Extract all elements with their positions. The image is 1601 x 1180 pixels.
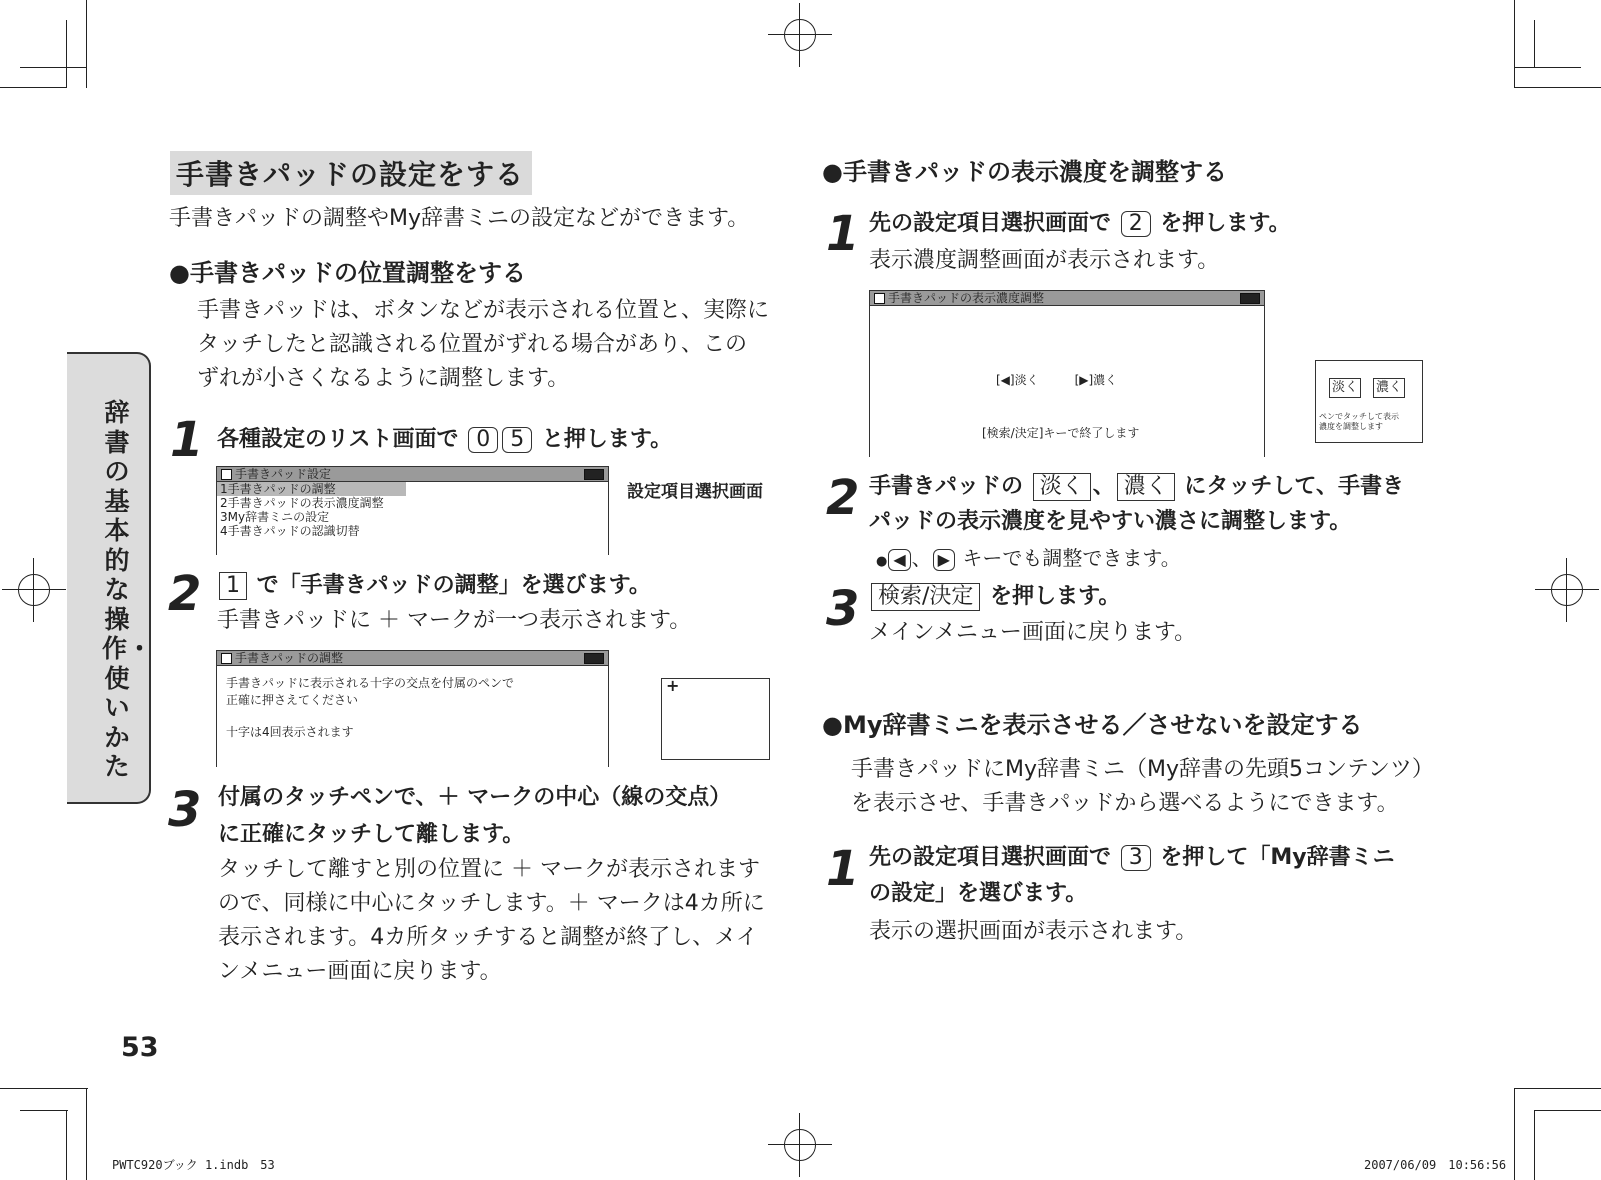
step-text: に正確にタッチして離します。 xyxy=(218,822,525,847)
step-number: 2 xyxy=(826,470,860,526)
file-info: PWTC920ブック 1.indb 53 xyxy=(112,1158,275,1172)
side-tab-label: 辞書の基本的な操作・使いかた xyxy=(102,398,153,781)
window-icon xyxy=(221,653,232,664)
registration-mark xyxy=(768,3,832,67)
step-text-pre: 先の設定項目選択画面で xyxy=(869,845,1112,870)
step-text xyxy=(217,423,672,457)
window-icon xyxy=(221,469,232,480)
bullet: ● xyxy=(876,554,888,569)
registration-mark xyxy=(2,558,66,622)
right-arrow-key-icon: ▶ xyxy=(933,549,955,571)
step-number: 1 xyxy=(826,841,860,897)
step-text xyxy=(869,207,1291,241)
crop-mark xyxy=(1514,1088,1601,1089)
bullet-line xyxy=(876,544,1181,576)
step-sub: ので、同様に中心にタッチします。＋ マークは4カ所に xyxy=(218,891,765,916)
calibration-screen xyxy=(216,650,609,767)
pad-caption: ペンでタッチして表示 xyxy=(1319,412,1399,421)
section-heading: ●手書きパッドの位置調整をする xyxy=(169,259,526,287)
density-pad xyxy=(1315,360,1423,443)
battery-icon xyxy=(1240,293,1260,304)
crop-mark xyxy=(1514,1088,1515,1180)
handwriting-pad[interactable] xyxy=(661,678,770,760)
section-heading: ●My辞書ミニを表示させる／させないを設定する xyxy=(822,711,1363,739)
search-enter-key: 検索/決定 xyxy=(871,583,980,611)
screen-title: 手書きパッドの表示濃度調整 xyxy=(888,291,1045,305)
desc-line: タッチしたと認識される位置がずれる場合があり、この xyxy=(197,332,748,357)
crop-mark xyxy=(1514,67,1581,68)
timestamp: 2007/06/09 10:56:56 xyxy=(1364,1158,1507,1172)
step-text-pre: 手書きパッドの xyxy=(869,474,1024,499)
registration-mark xyxy=(768,1113,832,1177)
step-text-pre: 先の設定項目選択画面で xyxy=(869,211,1112,236)
step-sub: タッチして離すと別の位置に ＋ マークが表示されます xyxy=(218,857,760,882)
battery-icon xyxy=(584,653,604,664)
crop-mark xyxy=(1534,1110,1535,1180)
desc-line: 手書きパッドにMy辞書ミニ（My辞書の先頭5コンテンツ） xyxy=(851,757,1434,782)
bullet-text: キーでも調整できます。 xyxy=(962,546,1181,570)
page-title: 手書きパッドの設定をする xyxy=(170,151,532,195)
step-number: 3 xyxy=(826,581,860,637)
screen-line: 正確に押さえてください xyxy=(226,693,359,707)
crop-mark xyxy=(1514,87,1601,88)
settings-screen xyxy=(216,466,609,555)
screen-title: 手書きパッドの調整 xyxy=(235,651,344,665)
density-controls: [◀]淡く [▶]濃く xyxy=(996,373,1118,387)
step-text xyxy=(869,580,1120,614)
key-1: 1 xyxy=(219,572,247,600)
crop-mark xyxy=(66,1110,67,1180)
separator: 、 xyxy=(911,546,932,570)
key-3: 3 xyxy=(1121,845,1151,871)
crop-mark xyxy=(1534,20,1535,68)
step-text-pre: 各種設定のリスト画面で xyxy=(217,427,459,452)
page-number: 53 xyxy=(121,1032,159,1063)
screen-titlebar xyxy=(217,467,608,482)
menu-item: 2手書きパッドの表示濃度調整 xyxy=(220,496,384,510)
pad-caption: 濃度を調整します xyxy=(1319,422,1383,431)
step-text-post: で「手書きパッドの調整」を選びます。 xyxy=(256,573,651,598)
step-text: の設定」を選びます。 xyxy=(869,881,1088,906)
step-text-post: を押します。 xyxy=(1160,211,1291,236)
dark-key: 濃く xyxy=(1117,473,1175,501)
crosshair-mark: + xyxy=(666,676,680,695)
step-text xyxy=(869,841,1395,875)
battery-icon xyxy=(584,469,604,480)
crop-mark xyxy=(20,1110,68,1111)
crop-mark xyxy=(0,1088,88,1089)
density-screen xyxy=(869,290,1265,457)
intro-text: 手書きパッドの調整やMy辞書ミニの設定などができます。 xyxy=(169,206,750,231)
light-key: 淡く xyxy=(1033,473,1091,501)
step-sub: ンメニュー画面に戻ります。 xyxy=(218,959,502,984)
step-sub: 表示濃度調整画面が表示されます。 xyxy=(869,248,1220,273)
crop-mark xyxy=(86,0,87,88)
step-text-post: を押します。 xyxy=(990,584,1121,609)
step-sub: 手書きパッドに ＋ マークが一つ表示されます。 xyxy=(217,608,692,633)
crop-mark xyxy=(66,20,67,88)
key-2: 2 xyxy=(1121,211,1151,237)
crop-mark xyxy=(86,1088,87,1180)
step-number: 1 xyxy=(826,206,860,262)
desc-line: を表示させ、手書きパッドから選べるようにできます。 xyxy=(851,791,1399,816)
screen-title: 手書きパッド設定 xyxy=(235,467,332,481)
step-sub: 表示されます。4カ所タッチすると調整が終了し、メイ xyxy=(218,925,758,950)
step-sub: メインメニュー画面に戻ります。 xyxy=(869,620,1197,645)
screen-caption: 設定項目選択画面 xyxy=(627,482,763,502)
crop-mark xyxy=(1534,1110,1601,1111)
step-text: パッドの表示濃度を見やすい濃さに調整します。 xyxy=(869,509,1352,534)
key-0: 0 xyxy=(468,427,498,453)
step-number: 2 xyxy=(168,566,202,622)
menu-item: 1手書きパッドの調整 xyxy=(217,482,406,496)
screen-titlebar xyxy=(217,651,608,666)
step-text-post: にタッチして、手書き xyxy=(1184,474,1404,499)
screen-line: 手書きパッドに表示される十字の交点を付属のペンで xyxy=(226,676,515,690)
step-sub: 表示の選択画面が表示されます。 xyxy=(869,919,1198,944)
left-arrow-key-icon: ◀ xyxy=(888,549,910,571)
screen-footer-text: [検索/決定]キーで終了します xyxy=(982,426,1140,440)
window-icon xyxy=(874,293,885,304)
crop-mark xyxy=(20,67,87,68)
step-number: 1 xyxy=(170,412,204,468)
step-text xyxy=(869,470,1404,504)
step-text-post: を押して「My辞書ミニ xyxy=(1160,845,1395,870)
section-heading: ●手書きパッドの表示濃度を調整する xyxy=(822,158,1227,186)
registration-mark xyxy=(1535,558,1599,622)
dark-button[interactable]: 濃く xyxy=(1373,378,1405,398)
step-number: 3 xyxy=(168,782,202,838)
crop-mark xyxy=(0,87,67,88)
desc-line: 手書きパッドは、ボタンなどが表示される位置と、実際に xyxy=(197,298,770,323)
screen-line: 十字は4回表示されます xyxy=(226,725,354,739)
menu-item: 3My辞書ミニの設定 xyxy=(220,510,330,524)
screen-titlebar xyxy=(870,291,1264,306)
desc-line: ずれが小さくなるように調整します。 xyxy=(197,366,570,391)
crop-mark xyxy=(1514,0,1515,88)
step-text: 付属のタッチペンで、＋ マークの中心（線の交点） xyxy=(218,785,732,810)
step-text-post: と押します。 xyxy=(541,427,673,452)
key-5: 5 xyxy=(502,427,532,453)
menu-item: 4手書きパッドの認識切替 xyxy=(220,524,360,538)
light-button[interactable]: 淡く xyxy=(1329,378,1361,398)
separator: 、 xyxy=(1092,474,1115,499)
step-text xyxy=(217,569,651,603)
